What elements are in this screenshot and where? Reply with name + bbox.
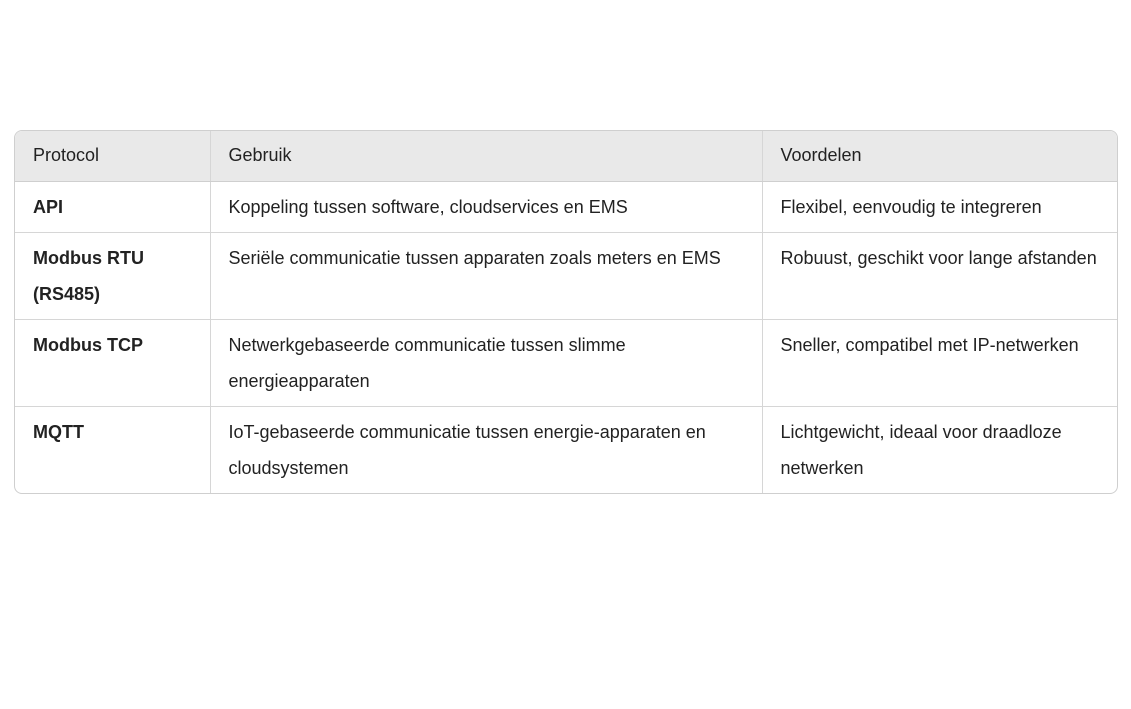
header-voordelen: Voordelen [762,131,1117,181]
table-row [15,181,1117,232]
cell-voordelen: Sneller, compatibel met IP-netwerken [762,319,1117,406]
cell-protocol: MQTT [15,406,210,493]
table-row [15,232,1117,319]
header-protocol: Protocol [15,131,210,181]
cell-voordelen: Robuust, geschikt voor lange afstanden [762,232,1117,319]
table-header-row [15,131,1117,181]
cell-protocol: Modbus TCP [15,319,210,406]
cell-voordelen: Lichtgewicht, ideaal voor draadloze netwerken [762,406,1117,493]
cell-gebruik: Koppeling tussen software, cloudservices en EMS [210,181,762,232]
protocol-table [15,131,1117,493]
cell-gebruik: Netwerkgebaseerde communicatie tussen slimme energieapparaten [210,319,762,406]
cell-protocol: Modbus RTU (RS485) [15,232,210,319]
header-gebruik: Gebruik [210,131,762,181]
protocol-table-container [14,130,1118,494]
cell-protocol: API [33,196,64,217]
cell-voordelen: Flexibel, eenvoudig te integreren [762,181,1117,232]
table-row [15,406,1117,493]
cell-gebruik: IoT-gebaseerde communicatie tussen energie-apparaten en cloudsystemen [210,406,762,493]
table-row [15,319,1117,406]
cell-gebruik: Seriële communicatie tussen apparaten zoals meters en EMS [210,232,762,319]
